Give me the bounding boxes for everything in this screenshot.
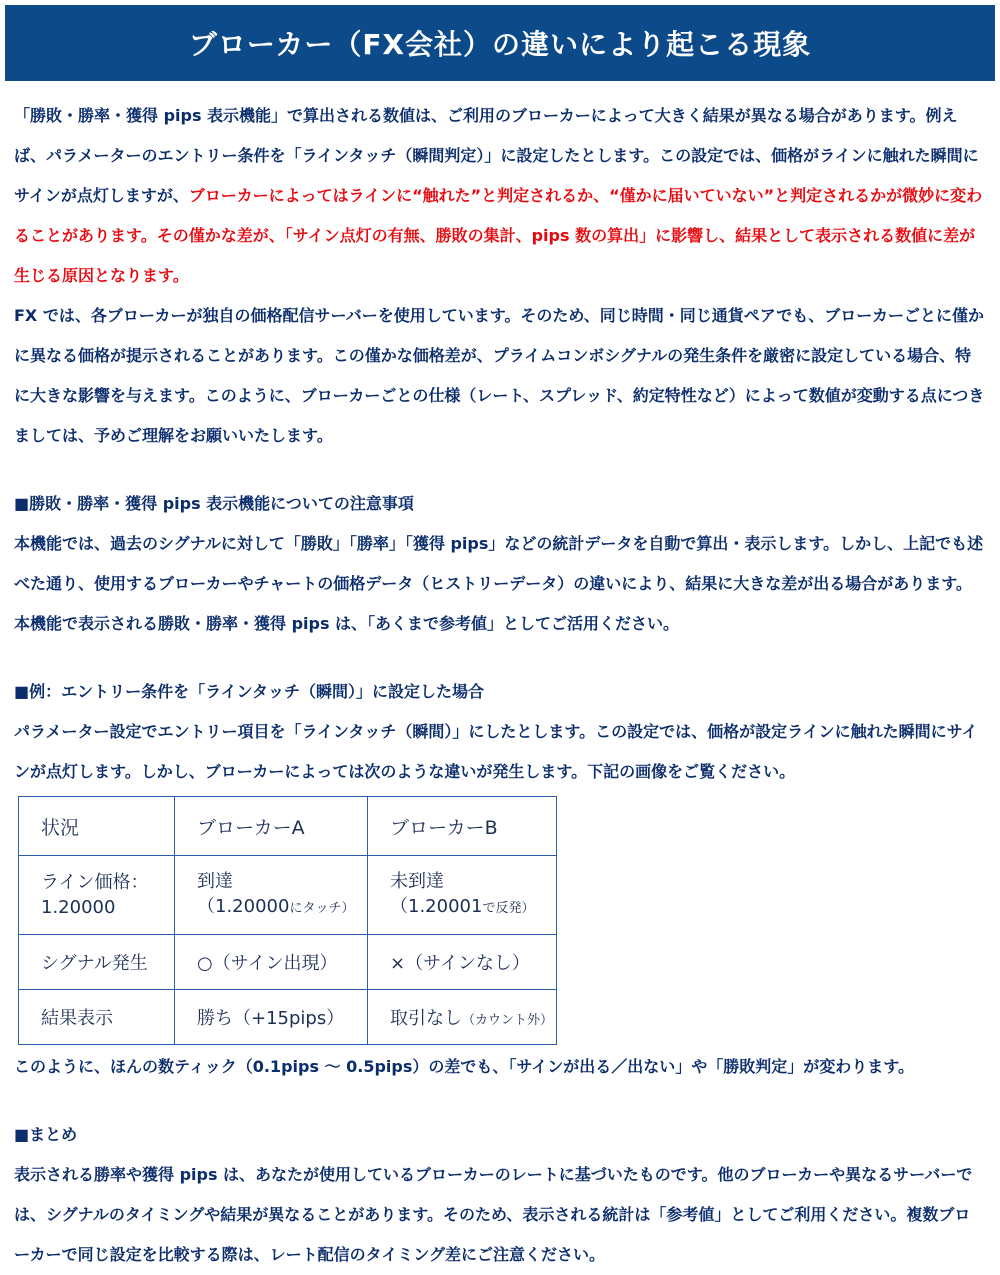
broker-b-detail-note: で反発） [482,901,535,916]
broker-b-result-text: 取引なし [390,1008,462,1029]
table-cell-result-label: 結果表示 [19,990,175,1045]
table-cell-broker-a-reach [175,856,368,935]
table-cell-broker-b-signal: ×（サインなし） [368,935,557,990]
table-cell-broker-b-reach [368,856,557,935]
broker-comparison-table [18,796,557,1045]
broker-a-status: 到達 [197,871,233,892]
table-cell-signal-label: シグナル発生 [19,935,175,990]
table-header-situation: 状況 [19,797,175,856]
broker-a-detail-note: にタッチ） [289,901,355,916]
section-spacer [14,456,986,484]
section-caution-body: 本機能では、過去のシグナルに対して「勝敗」「勝率」「獲得 pips」などの統計データを自動で算出・表示します。しかし、上記でも述べた通り、使用するブローカーやチャートの価格データ（ヒストリーデータ）の違いにより、結果に大きな差が出る場合があります。本機能で表示される勝敗・勝率・獲得 pips は、「あくまで参考値」としてご活用ください。 [14,534,984,633]
table-row [19,935,557,990]
page-header [5,5,995,81]
section-spacer [14,644,986,672]
table-cell-line-price [19,856,175,935]
table-header-broker-b: ブローカーB [368,797,557,856]
line-price-value: 1.20000 [41,897,116,918]
intro-warning-text: ブローカーによってはラインに“触れた”と判定されるか、“僅かに届いていない”と判定されるかが微妙に変わることがあります。その僅かな差が、「サイン点灯の有無、勝敗の集計、pips 数の算出」に影響し、結果として表示される数値に差が生じる原因となります。 [14,186,983,285]
section-example-conclusion: このように、ほんの数ティック（0.1pips ～ 0.5pips）の差でも、「サインが出る／出ない」や「勝敗判定」が変わります。 [14,1057,914,1076]
table-cell-broker-a-signal: ○（サイン出現） [175,935,368,990]
table-cell-broker-a-result: 勝ち（+15pips） [175,990,368,1045]
intro-paragraph-2: FX では、各ブローカーが独自の価格配信サーバーを使用しています。そのため、同じ時間・同じ通貨ペアでも、ブローカーごとに僅かに異なる価格が提示されることがあります。この僅かな価格差が、プライムコンボシグナルの発生条件を厳密に設定している場合、特に大きな影響を与えます。このように、ブローカーごとの仕様（レート、スプレッド、約定特性など）によって数値が変動する点につきましては、予めご理解をお願いいたします。 [14,306,985,445]
table-cell-broker-b-result [368,990,557,1045]
broker-b-detail [390,894,556,921]
line-price-label: ライン価格： [41,872,149,893]
section-heading-example: ■例：エントリー条件を「ラインタッチ（瞬間）」に設定した場合 [14,682,484,701]
table-header-broker-a: ブローカーA [175,797,368,856]
table-row [19,856,557,935]
section-heading-caution: ■勝敗・勝率・獲得 pips 表示機能についての注意事項 [14,494,414,513]
broker-a-detail [197,894,367,921]
table-header-row [19,797,557,856]
section-example-body: パラメーター設定でエントリー項目を「ラインタッチ（瞬間）」にしたとします。この設定では、価格が設定ラインに触れた瞬間にサインが点灯します。しかし、ブローカーによっては次のような違いが発生します。下記の画像をご覧ください。 [14,722,978,781]
broker-b-status: 未到達 [390,871,444,892]
section-spacer [14,1087,986,1115]
intro-paragraph-1 [14,96,986,296]
section-heading-summary: ■まとめ [14,1125,78,1144]
page-title: ブローカー（FX会社）の違いにより起こる現象 [188,28,812,61]
comparison-table-wrapper [18,796,986,1045]
broker-b-result-note: （カウント外） [462,1013,554,1028]
broker-b-detail-price: （1.20001 [390,896,483,917]
table-row [19,990,557,1045]
broker-a-detail-price: （1.20000 [197,896,290,917]
section-summary-body: 表示される勝率や獲得 pips は、あなたが使用しているブローカーのレートに基づいたものです。他のブローカーや異なるサーバーでは、シグナルのタイミングや結果が異なることがあります。そのため、表示される統計は「参考値」としてご利用ください。複数ブローカーで同じ設定を比較する際は、レート配信のタイミング差にご注意ください。 [14,1165,973,1264]
intro-text: 「勝敗・勝率・獲得 pips 表示機能」で算出される数値は、ご利用のブローカーによって大きく結果が異なる場合があります。例えば、パラメーターのエントリー条件を「ラインタッチ（瞬間判定）」に設定したとします。この設定では、価格がラインに触れた瞬間にサインが点灯しますが、 [14,106,979,205]
article-body [14,96,986,1275]
